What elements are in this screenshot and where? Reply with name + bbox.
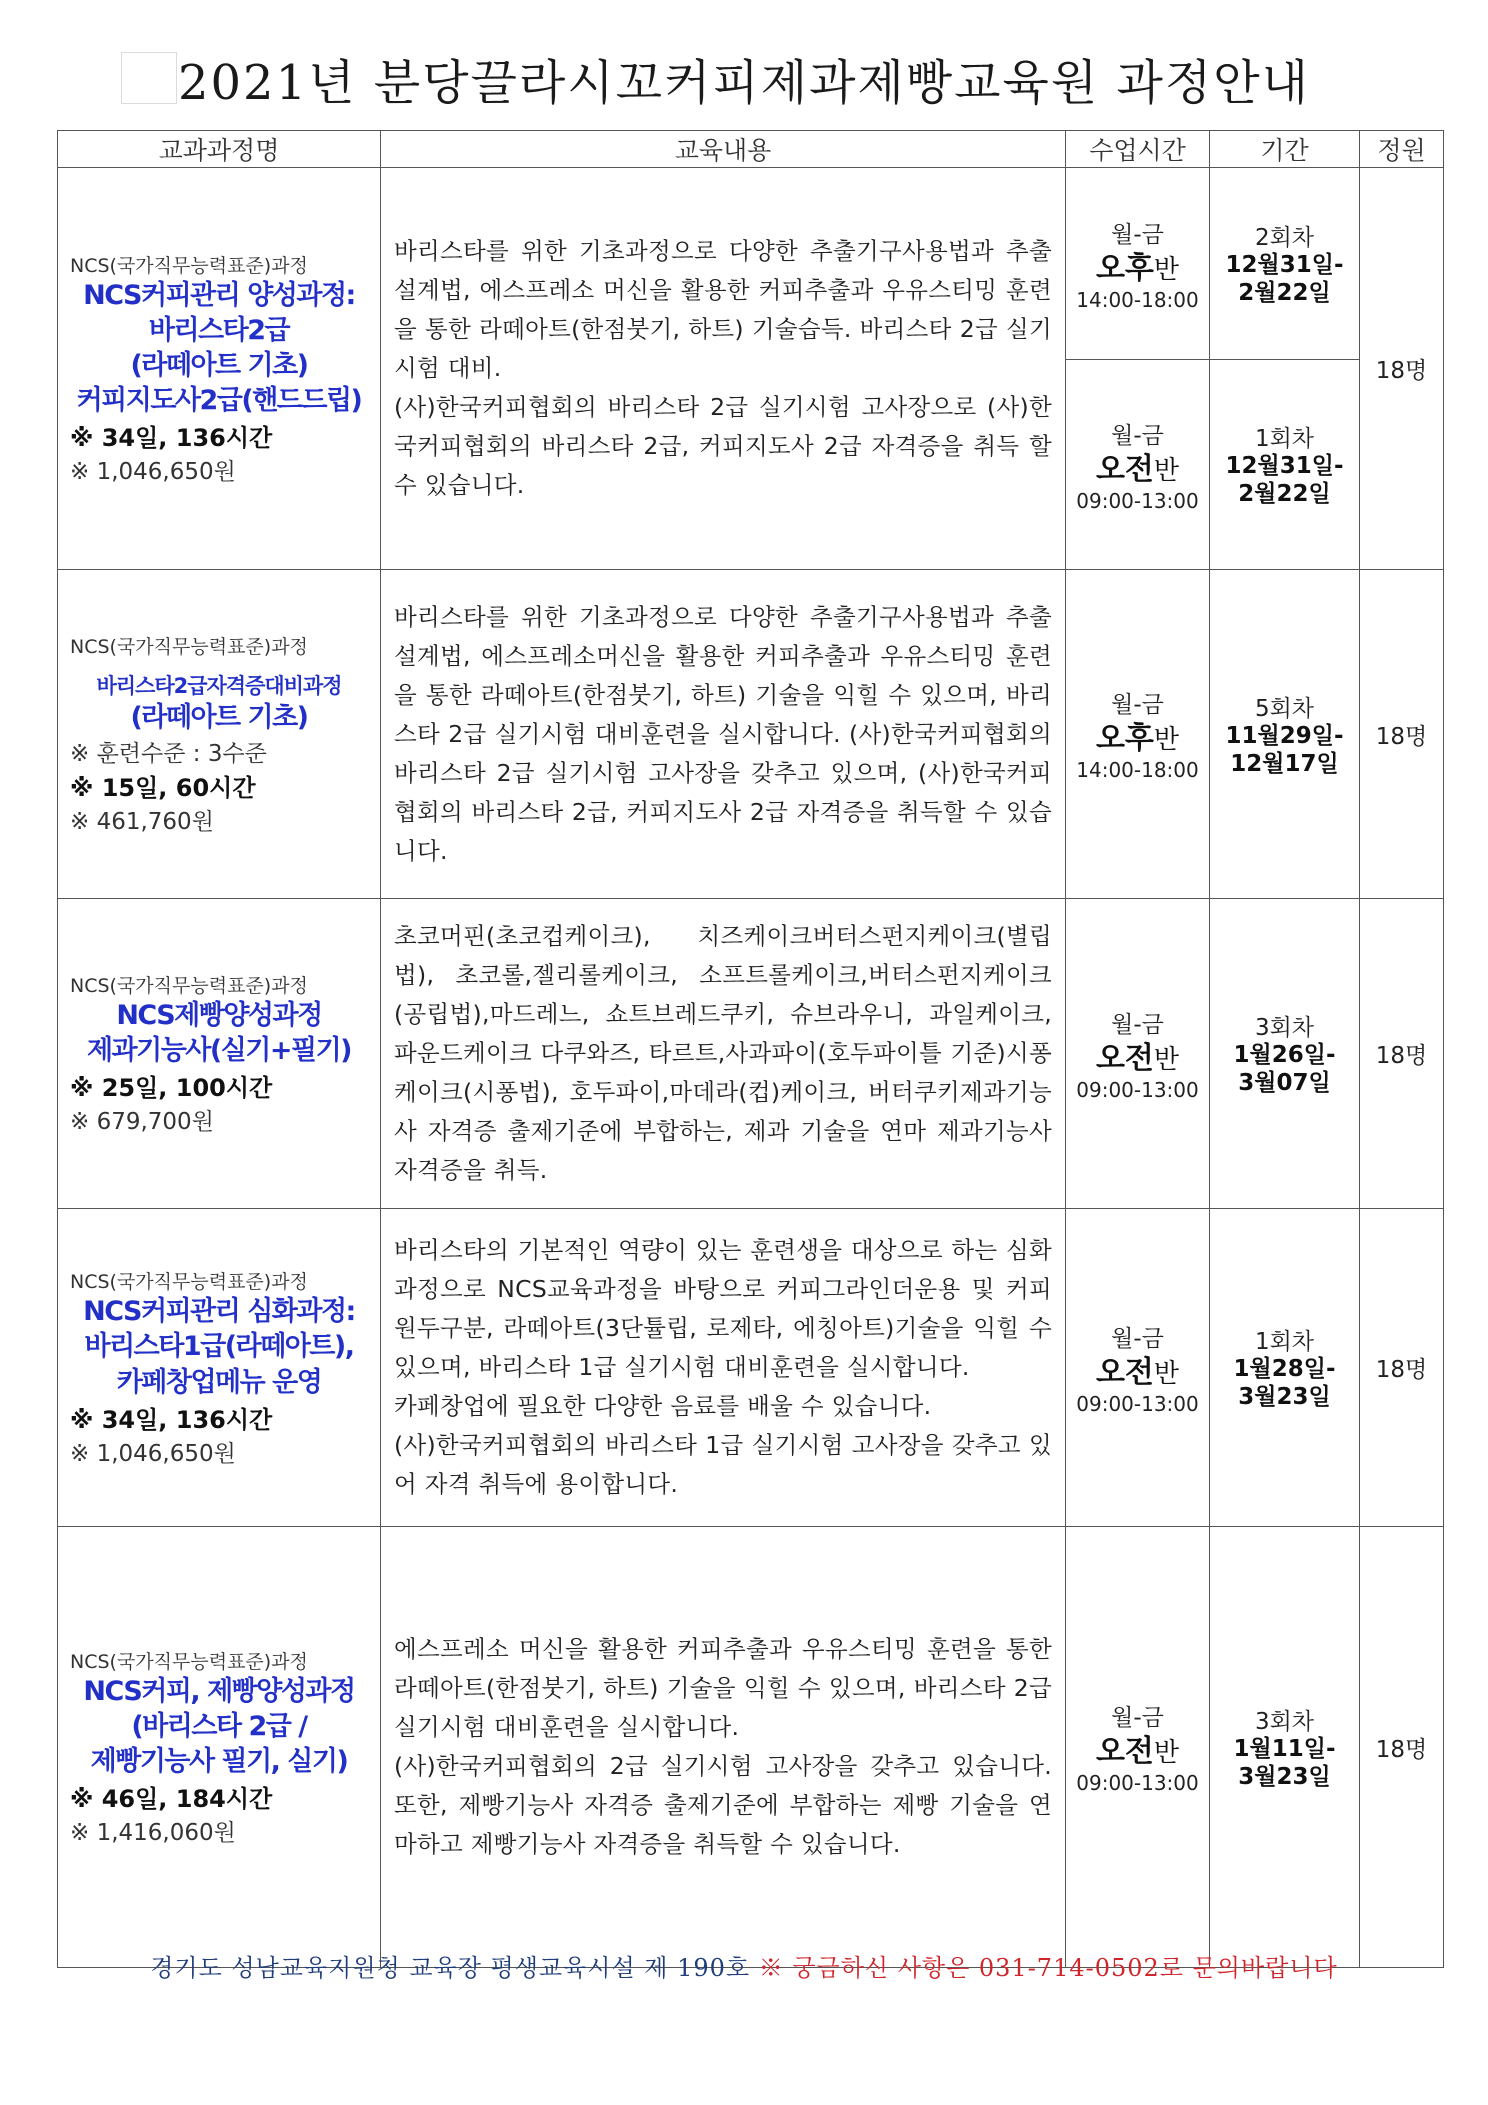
class-time-cell (1066, 570, 1210, 899)
course-content-cell (381, 1209, 1066, 1527)
course-content-cell (381, 1527, 1066, 1968)
session-name: 오후 (1095, 721, 1154, 756)
capacity-cell: 18명 (1360, 1209, 1444, 1527)
course-price: ※ 461,760원 (70, 809, 214, 836)
round-label: 3회차 (1254, 1015, 1315, 1042)
class-session (1067, 450, 1208, 489)
class-session (1067, 1732, 1208, 1771)
course-name-line: NCS커피, 제빵양성과정 (83, 1675, 355, 1707)
class-time-cell (1066, 1209, 1210, 1527)
period-end: 2월22일 (1238, 481, 1331, 507)
period-end: 12월17일 (1230, 750, 1339, 777)
training-level: ※ 훈련수준 : 3수준 (70, 741, 267, 768)
class-days: 월-금 (1111, 1705, 1164, 1731)
period-cell (1210, 1209, 1360, 1527)
course-table (57, 130, 1444, 1968)
class-days: 월-금 (1111, 221, 1164, 248)
course-name-line: (바리스타 2급 / (131, 1710, 307, 1742)
content-paragraph: (사)한국커피협회의 바리스타 2급 실기시험 고사장으로 (사)한국커피협회의 바리스타 2급, 커피지도사 2급 자격증을 취득 할 수 있습니다. (394, 393, 1052, 499)
period-end: 3월07일 (1238, 1070, 1331, 1096)
session-suffix: 반 (1153, 455, 1180, 486)
header-row (58, 131, 1444, 168)
course-name-cell (58, 168, 381, 570)
content-paragraph: 카페창업에 필요한 다양한 음료를 배울 수 있습니다. (394, 1392, 932, 1420)
course-duration: ※ 15일, 60시간 (70, 774, 256, 803)
session-name: 오전 (1095, 1354, 1154, 1390)
session-name: 오후 (1095, 250, 1154, 286)
course-name-line: (라떼아트 기초) (130, 702, 308, 734)
course-name-line: NCS커피관리 심화과정: (83, 1296, 355, 1328)
course-name-cell (58, 570, 381, 899)
table-row (58, 1209, 1444, 1527)
class-session (1067, 249, 1208, 288)
content-paragraph: 바리스타를 위한 기초과정으로 다양한 추출기구사용법과 추출설계법, 에스프레소머신을 활용한 커피추출과 우유스티밍 훈련을 통한 라떼아트(한점붓기, 하트) 기술을 익힐 수 있으며, 바리스타 2급 실기시험 대비훈련을 실시합니다. (사)한국커피협회의 바리스타 2급 실기시험 고사장을 갖추고 있으며, (사)한국커피협회의 바리스타 2급, 커피지도사 2급 자격증을 취득할 수 있습니다. (394, 602, 1052, 865)
class-days: 월-금 (1111, 422, 1164, 449)
course-name-cell (58, 1527, 381, 1968)
course-duration: ※ 34일, 136시간 (70, 424, 273, 453)
course-content-cell (381, 570, 1066, 899)
round-label: 1회차 (1254, 426, 1315, 453)
class-time-cell (1066, 168, 1210, 360)
course-name-line: 바리스타2급 (148, 314, 290, 346)
class-days: 월-금 (1111, 1325, 1164, 1352)
ncs-label: NCS(국가직무능력표준)과정 (70, 1271, 308, 1294)
class-time-cell (1066, 1527, 1210, 1968)
class-session (1067, 1353, 1208, 1392)
course-name-line: 제과기능사(실기+필기) (86, 1035, 352, 1066)
course-duration: ※ 25일, 100시간 (70, 1074, 273, 1103)
session-suffix: 반 (1153, 254, 1180, 285)
capacity-cell: 18명 (1360, 570, 1444, 899)
period-cell (1210, 899, 1360, 1209)
course-name-cell (58, 1209, 381, 1527)
header-period: 기간 (1210, 131, 1360, 168)
course-price: ※ 1,046,650원 (70, 459, 236, 486)
course-name-line: 커피지도사2급(핸드드립) (76, 385, 362, 417)
content-paragraph: 바리스타의 기본적인 역량이 있는 훈련생을 대상으로 하는 심화과정으로 NCS교육과정을 바탕으로 커피그라인더운용 및 커피원두구분, 라떼아트(3단튤립, 로제타, 에칭아트)기술을 익힐 수 있으며, 바리스타 1급 실기시험 대비훈련을 실시합니다. (394, 1236, 1052, 1381)
ncs-label: NCS(국가직무능력표준)과정 (70, 1650, 308, 1673)
class-hours: 09:00-13:00 (1076, 1771, 1199, 1795)
content-paragraph: (사)한국커피협회의 바리스타 1급 실기시험 고사장을 갖추고 있어 자격 취득에 용이합니다. (394, 1431, 1052, 1498)
class-days: 월-금 (1111, 692, 1164, 718)
session-name: 오전 (1095, 451, 1154, 487)
period-cell (1210, 168, 1360, 360)
table-row (58, 168, 1444, 360)
session-suffix: 반 (1153, 1044, 1180, 1075)
class-hours: 09:00-13:00 (1076, 1391, 1199, 1416)
period-cell (1210, 1527, 1360, 1968)
course-name-line: 제빵기능사 필기, 실기) (90, 1746, 348, 1778)
footer (0, 1948, 1488, 1983)
period-end: 2월22일 (1238, 280, 1331, 306)
capacity-cell: 18명 (1360, 1527, 1444, 1968)
session-name: 오전 (1095, 1040, 1154, 1076)
class-hours: 09:00-13:00 (1076, 1077, 1199, 1102)
class-session (1067, 719, 1208, 758)
ncs-label: NCS(국가직무능력표준)과정 (70, 254, 308, 277)
course-name-line: 카페창업메뉴 운영 (116, 1366, 322, 1398)
content-paragraph: (사)한국커피협회의 2급 실기시험 고사장을 갖추고 있습니다. 또한, 제빵기능사 자격증 출제기준에 부합하는 제빵 기술을 연마하고 제빵기능사 자격증을 취득할 수 있습니다. (394, 1752, 1052, 1858)
round-label: 2회차 (1254, 225, 1315, 252)
class-days: 월-금 (1111, 1011, 1164, 1038)
class-session (1067, 1039, 1208, 1078)
course-price: ※ 1,046,650원 (70, 1440, 236, 1467)
course-price: ※ 679,700원 (70, 1109, 214, 1136)
course-content-cell (381, 168, 1066, 570)
session-suffix: 반 (1153, 725, 1180, 755)
header-course-name: 교과과정명 (58, 131, 381, 168)
course-name-line: (라떼아트 기초) (130, 350, 308, 381)
period-start: 12월31일- (1225, 252, 1344, 279)
content-paragraph: 초코머핀(초코컵케이크), 치즈케이크버터스펀지케이크(별립법), 초코롤,젤리롤케이크, 소프트롤케이크,버터스펀지케이크(공립법),마드레느, 쇼트브레드쿠키, 슈브라우니, 과일케이크, 파운드케이크 다쿠와즈, 타르트,사과파이(호두파이틀 기준)시퐁케이크(시퐁법), 호두파이,마데라(컵)케이크, 버터쿠키제과기능사 자격증 출제기준에 부합하는, 제과 기술을 연마 제과기능사 자격증을 취득. (394, 922, 1052, 1184)
class-hours: 09:00-13:00 (1076, 488, 1199, 513)
course-duration: ※ 46일, 184시간 (70, 1785, 273, 1814)
footer-contact-notice: ※ 궁금하신 사항은 031-714-0502로 문의바랍니다 (758, 1954, 1338, 1982)
session-suffix: 반 (1153, 1358, 1180, 1389)
content-paragraph: 에스프레소 머신을 활용한 커피추출과 우유스티밍 훈련을 통한 라떼아트(한점붓기, 하트) 기술을 익힐 수 있으며, 바리스타 2급 실기시험 대비훈련을 실시합니다. (394, 1635, 1052, 1741)
content-paragraph: 바리스타를 위한 기초과정으로 다양한 추출기구사용법과 추출설계법, 에스프레소 머신을 활용한 커피추출과 우유스티밍 훈련을 통한 라떼아트(한점붓기, 하트) 기술습득. 바리스타 2급 실기시험 대비. (394, 237, 1052, 382)
course-name-line: 바리스타2급자격증대비과정 (96, 673, 342, 698)
period-start: 1월26일- (1233, 1042, 1336, 1069)
round-label: 3회차 (1254, 1708, 1315, 1735)
course-name-line: NCS커피관리 양성과정: (83, 279, 355, 311)
capacity-cell: 18명 (1360, 168, 1444, 570)
class-hours: 14:00-18:00 (1076, 758, 1199, 782)
table-row (58, 1527, 1444, 1968)
course-duration: ※ 34일, 136시간 (70, 1405, 273, 1434)
table-row (58, 899, 1444, 1209)
header-content: 교육내용 (381, 131, 1066, 168)
period-start: 12월31일- (1225, 453, 1344, 480)
header-class-time: 수업시간 (1066, 131, 1210, 168)
period-cell (1210, 570, 1360, 899)
footer-facility-text: 경기도 성남교육지원청 교육장 평생교육시설 제 190호 (150, 1954, 751, 1982)
period-start: 1월11일- (1233, 1735, 1336, 1762)
course-name-line: 바리스타1급(라떼아트), (84, 1331, 354, 1363)
period-start: 11월29일- (1225, 722, 1344, 749)
course-name-cell (58, 899, 381, 1209)
ncs-label: NCS(국가직무능력표준)과정 (70, 635, 308, 658)
session-suffix: 반 (1153, 1738, 1180, 1768)
table-row (58, 570, 1444, 899)
round-label: 5회차 (1254, 695, 1315, 722)
course-name-line: NCS제빵양성과정 (116, 999, 322, 1031)
class-time-cell (1066, 360, 1210, 570)
course-content-cell (381, 899, 1066, 1209)
round-label: 1회차 (1254, 1329, 1315, 1356)
page-title: 2021년 분당끌라시꼬커피제과제빵교육원 과정안내 (177, 55, 1311, 111)
header-capacity: 정원 (1360, 131, 1444, 168)
period-cell (1210, 360, 1360, 570)
session-name: 오전 (1095, 1734, 1154, 1769)
course-price: ※ 1,416,060원 (70, 1820, 236, 1847)
period-end: 3월23일 (1238, 1384, 1331, 1410)
class-hours: 14:00-18:00 (1076, 287, 1199, 312)
period-end: 3월23일 (1238, 1763, 1331, 1790)
ncs-label: NCS(국가직무능력표준)과정 (70, 974, 308, 997)
period-start: 1월28일- (1233, 1356, 1336, 1383)
class-time-cell (1066, 899, 1210, 1209)
capacity-cell: 18명 (1360, 899, 1444, 1209)
